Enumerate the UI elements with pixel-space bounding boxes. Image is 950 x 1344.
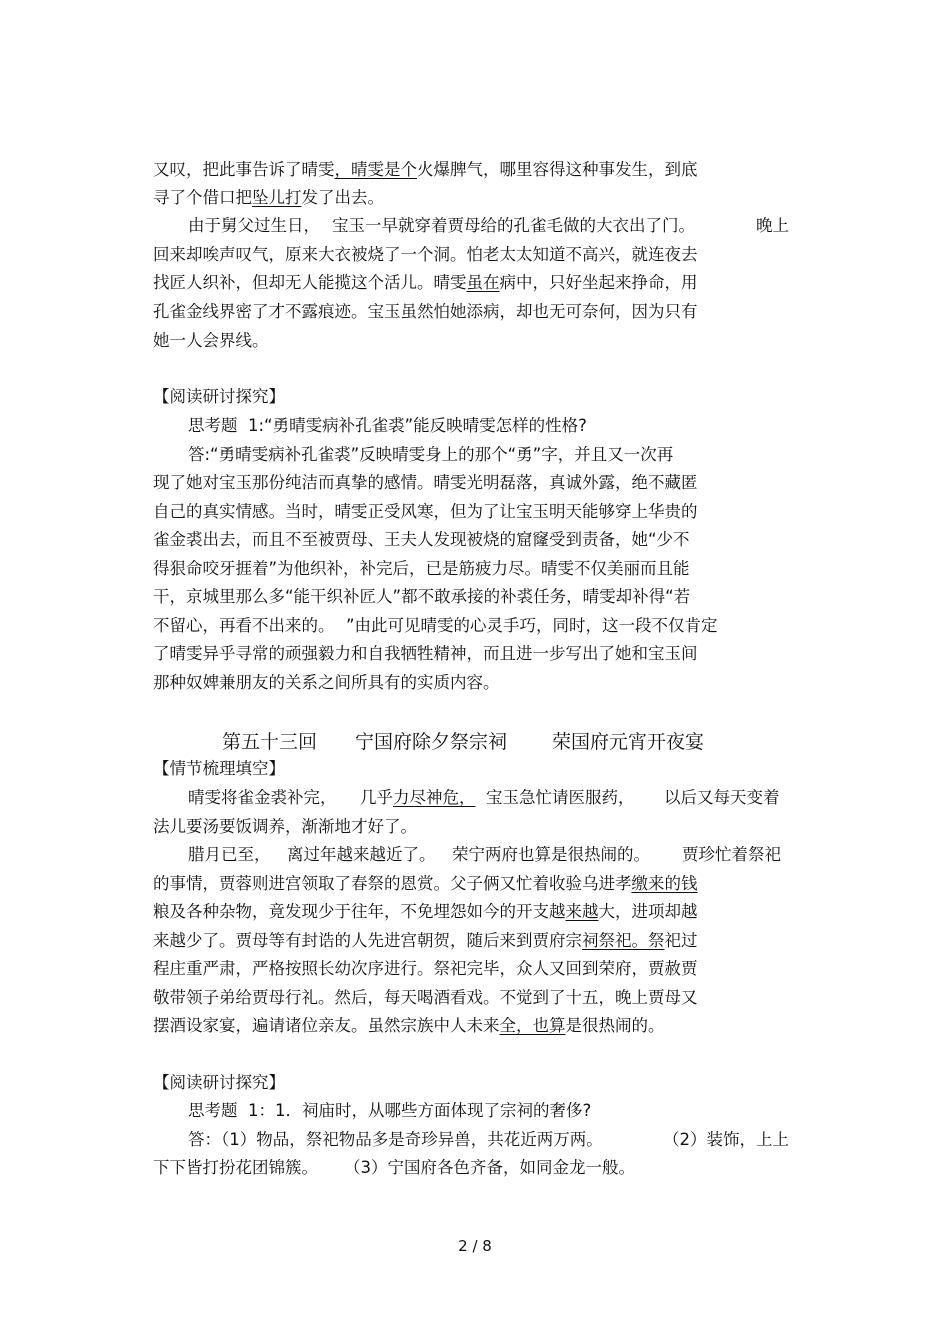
- text-line: [682, 843, 781, 867]
- text-span: 宝玉急忙请医服药，: [486, 788, 635, 807]
- underlined-text: 来越: [565, 902, 599, 921]
- text-line: [664, 786, 780, 810]
- chapter-title-part2: 荣国府元宵开夜宴: [552, 731, 705, 753]
- answer-line: 自己的真实情感。当时，晴雯正受风寒，但为了让宝玉明天能够穿上华贵的: [153, 502, 698, 521]
- chapter-number: 第五十三回: [222, 731, 318, 753]
- text-span: 大，进项却越: [598, 902, 698, 921]
- text-line: [188, 786, 337, 810]
- text-span: （2）装饰，上上: [663, 1130, 789, 1149]
- text-span: 来越少了。贾母等有封诰的人先进宫朝贺，随后来到贾府宗: [153, 931, 582, 950]
- text-line: [756, 214, 789, 238]
- answer-line: [663, 1128, 789, 1152]
- text-line: [153, 1014, 665, 1038]
- text-line: [360, 786, 476, 810]
- text-span: 荣宁两府也算是很热闹的。: [452, 845, 650, 864]
- text-line: [153, 186, 384, 210]
- section-heading: 【阅读研讨探究】: [153, 387, 285, 406]
- text-span: 以后又每天变着: [664, 788, 780, 807]
- text-line: [188, 214, 320, 238]
- text-line: 法儿要汤要饭调养，渐渐地才好了。: [153, 817, 417, 836]
- answer-line: 那种奴婢兼朋友的关系之间所具有的实质内容。: [153, 673, 500, 692]
- answer-line: 现了她对宝玉那份纯洁而真挚的感情。晴雯光明磊落，真诚外露，绝不藏匿: [153, 473, 698, 492]
- text-span: 的事情，贾蓉则进宫领取了春祭的恩赏。父子俩又忙着收验乌进孝: [153, 874, 632, 893]
- question-text: 思考题 1:“勇晴雯病补孔雀裘”能反映晴雯怎样的性格?: [188, 416, 587, 435]
- text-span: 粮及各种杂物，竟发现少于往年，不免埋怨如今的开支越: [153, 902, 566, 921]
- page-number: 2 / 8: [458, 1237, 492, 1255]
- text-span: 离过年越来越近了。: [287, 845, 436, 864]
- underlined-text: 全，也算: [499, 1016, 566, 1035]
- text-line: [486, 786, 635, 810]
- text-span: 晴雯将雀金裘补完，: [188, 788, 337, 807]
- answer-line: 干，京城里那么多“能干织补匠人”都不敢承接的补裘任务，晴雯却补得“若: [153, 587, 691, 606]
- text-line: 回来却唉声叹气，原来大衣被烧了一个洞。怕老太太知道不高兴，就连夜去: [153, 245, 698, 264]
- text-line: 孔雀金线界密了才不露痕迹。宝玉虽然怕她添病，却也无可奈何，因为只有: [153, 302, 698, 321]
- answer-line: [153, 614, 335, 638]
- text-span: 腊月已至，: [188, 845, 271, 864]
- text-span: 火爆脾气，哪里容得这种事发生，到底: [417, 160, 698, 179]
- text-line: [452, 843, 650, 867]
- text-span: 是很热闹的。: [565, 1016, 665, 1035]
- text-span: 晚上: [756, 216, 789, 235]
- text-span: 发了出去。: [301, 188, 384, 207]
- text-span: 下下皆打扮花团锦簇。: [153, 1158, 318, 1177]
- section-heading: 【阅读研讨探究】: [153, 1073, 285, 1092]
- text-span: ”由此可见晴雯的心灵手巧，同时，这一段不仅肯定: [346, 616, 718, 635]
- text-span: 不留心，再看不出来的。: [153, 616, 335, 635]
- text-span: 病中，只好坐起来挣命，用: [499, 273, 698, 292]
- underlined-text: 虽在: [466, 273, 500, 292]
- text-span: 由于舅父过生日，: [188, 216, 320, 235]
- text-line: 她一人会界线。: [153, 331, 269, 350]
- text-line: 敬带领子弟给贾母行礼。然后，每天喝酒看戏。不觉到了十五，晚上贾母又: [153, 988, 698, 1007]
- text-line: 程庄重严肃，严格按照长幼次序进行。祭祀完毕，众人又回到荣府，贾赦贾: [153, 959, 698, 978]
- answer-line: 答:“勇晴雯病补孔雀裘”反映晴雯身上的那个“勇”字，并且又一次再: [188, 445, 674, 464]
- answer-line: [344, 1156, 635, 1180]
- text-span: 答：（1）物品，祭祀物品多是奇珍异兽，共花近两万两。: [188, 1130, 603, 1149]
- text-span: 宝玉一早就穿着贾母给的孔雀毛做的大衣出了门。: [332, 216, 695, 235]
- chapter-title-part1: 宁国府除夕祭宗祠: [355, 731, 508, 753]
- text-line: [188, 843, 271, 867]
- answer-line: [346, 614, 718, 638]
- answer-line: [188, 1128, 603, 1152]
- text-span: （3）宁国府各色齐备，如同金龙一般。: [344, 1158, 635, 1177]
- text-span: 贾珍忙着祭祀: [682, 845, 781, 864]
- text-line: [153, 271, 698, 295]
- text-line: [287, 843, 436, 867]
- answer-line: 了晴雯异乎寻常的顽强毅力和自我牺牲精神，而且进一步写出了她和宝玉间: [153, 644, 698, 663]
- underlined-text: ，晴雯是个: [334, 160, 417, 179]
- text-span: 几乎: [360, 788, 393, 807]
- text-line: [153, 929, 698, 953]
- text-span: 又叹，把此事告诉了晴雯: [153, 160, 335, 179]
- question-text: 思考题 1：1．祠庙时，从哪些方面体现了宗祠的奢侈?: [188, 1101, 592, 1120]
- answer-line: 雀金裘出去，而且不至被贾母、王夫人发现被烧的窟窿受到责备，她“少不: [153, 530, 690, 549]
- underlined-text: 祠祭祀。祭: [582, 931, 665, 950]
- text-span: 祀过: [664, 931, 698, 950]
- underlined-text: 缴来的钱: [631, 874, 698, 893]
- answer-line: 得狠命咬牙捱着”为他织补，补完后，已是筋疲力尽。晴雯不仅美丽而且能: [153, 559, 690, 578]
- underlined-text: 力尽神危，: [393, 788, 476, 807]
- text-line: [153, 158, 698, 182]
- section-heading: 【情节梳理填空】: [153, 759, 285, 778]
- text-line: [153, 900, 698, 924]
- text-span: 摆酒设家宴，遍请诸位亲友。虽然宗族中人未来: [153, 1016, 500, 1035]
- text-span: 寻了个借口把: [153, 188, 252, 207]
- text-span: 找匠人织补，但却无人能揽这个活儿。晴雯: [153, 273, 467, 292]
- underlined-text: 坠儿打: [252, 188, 302, 207]
- answer-line: [153, 1156, 318, 1180]
- text-line: [332, 214, 695, 238]
- text-line: [153, 872, 698, 896]
